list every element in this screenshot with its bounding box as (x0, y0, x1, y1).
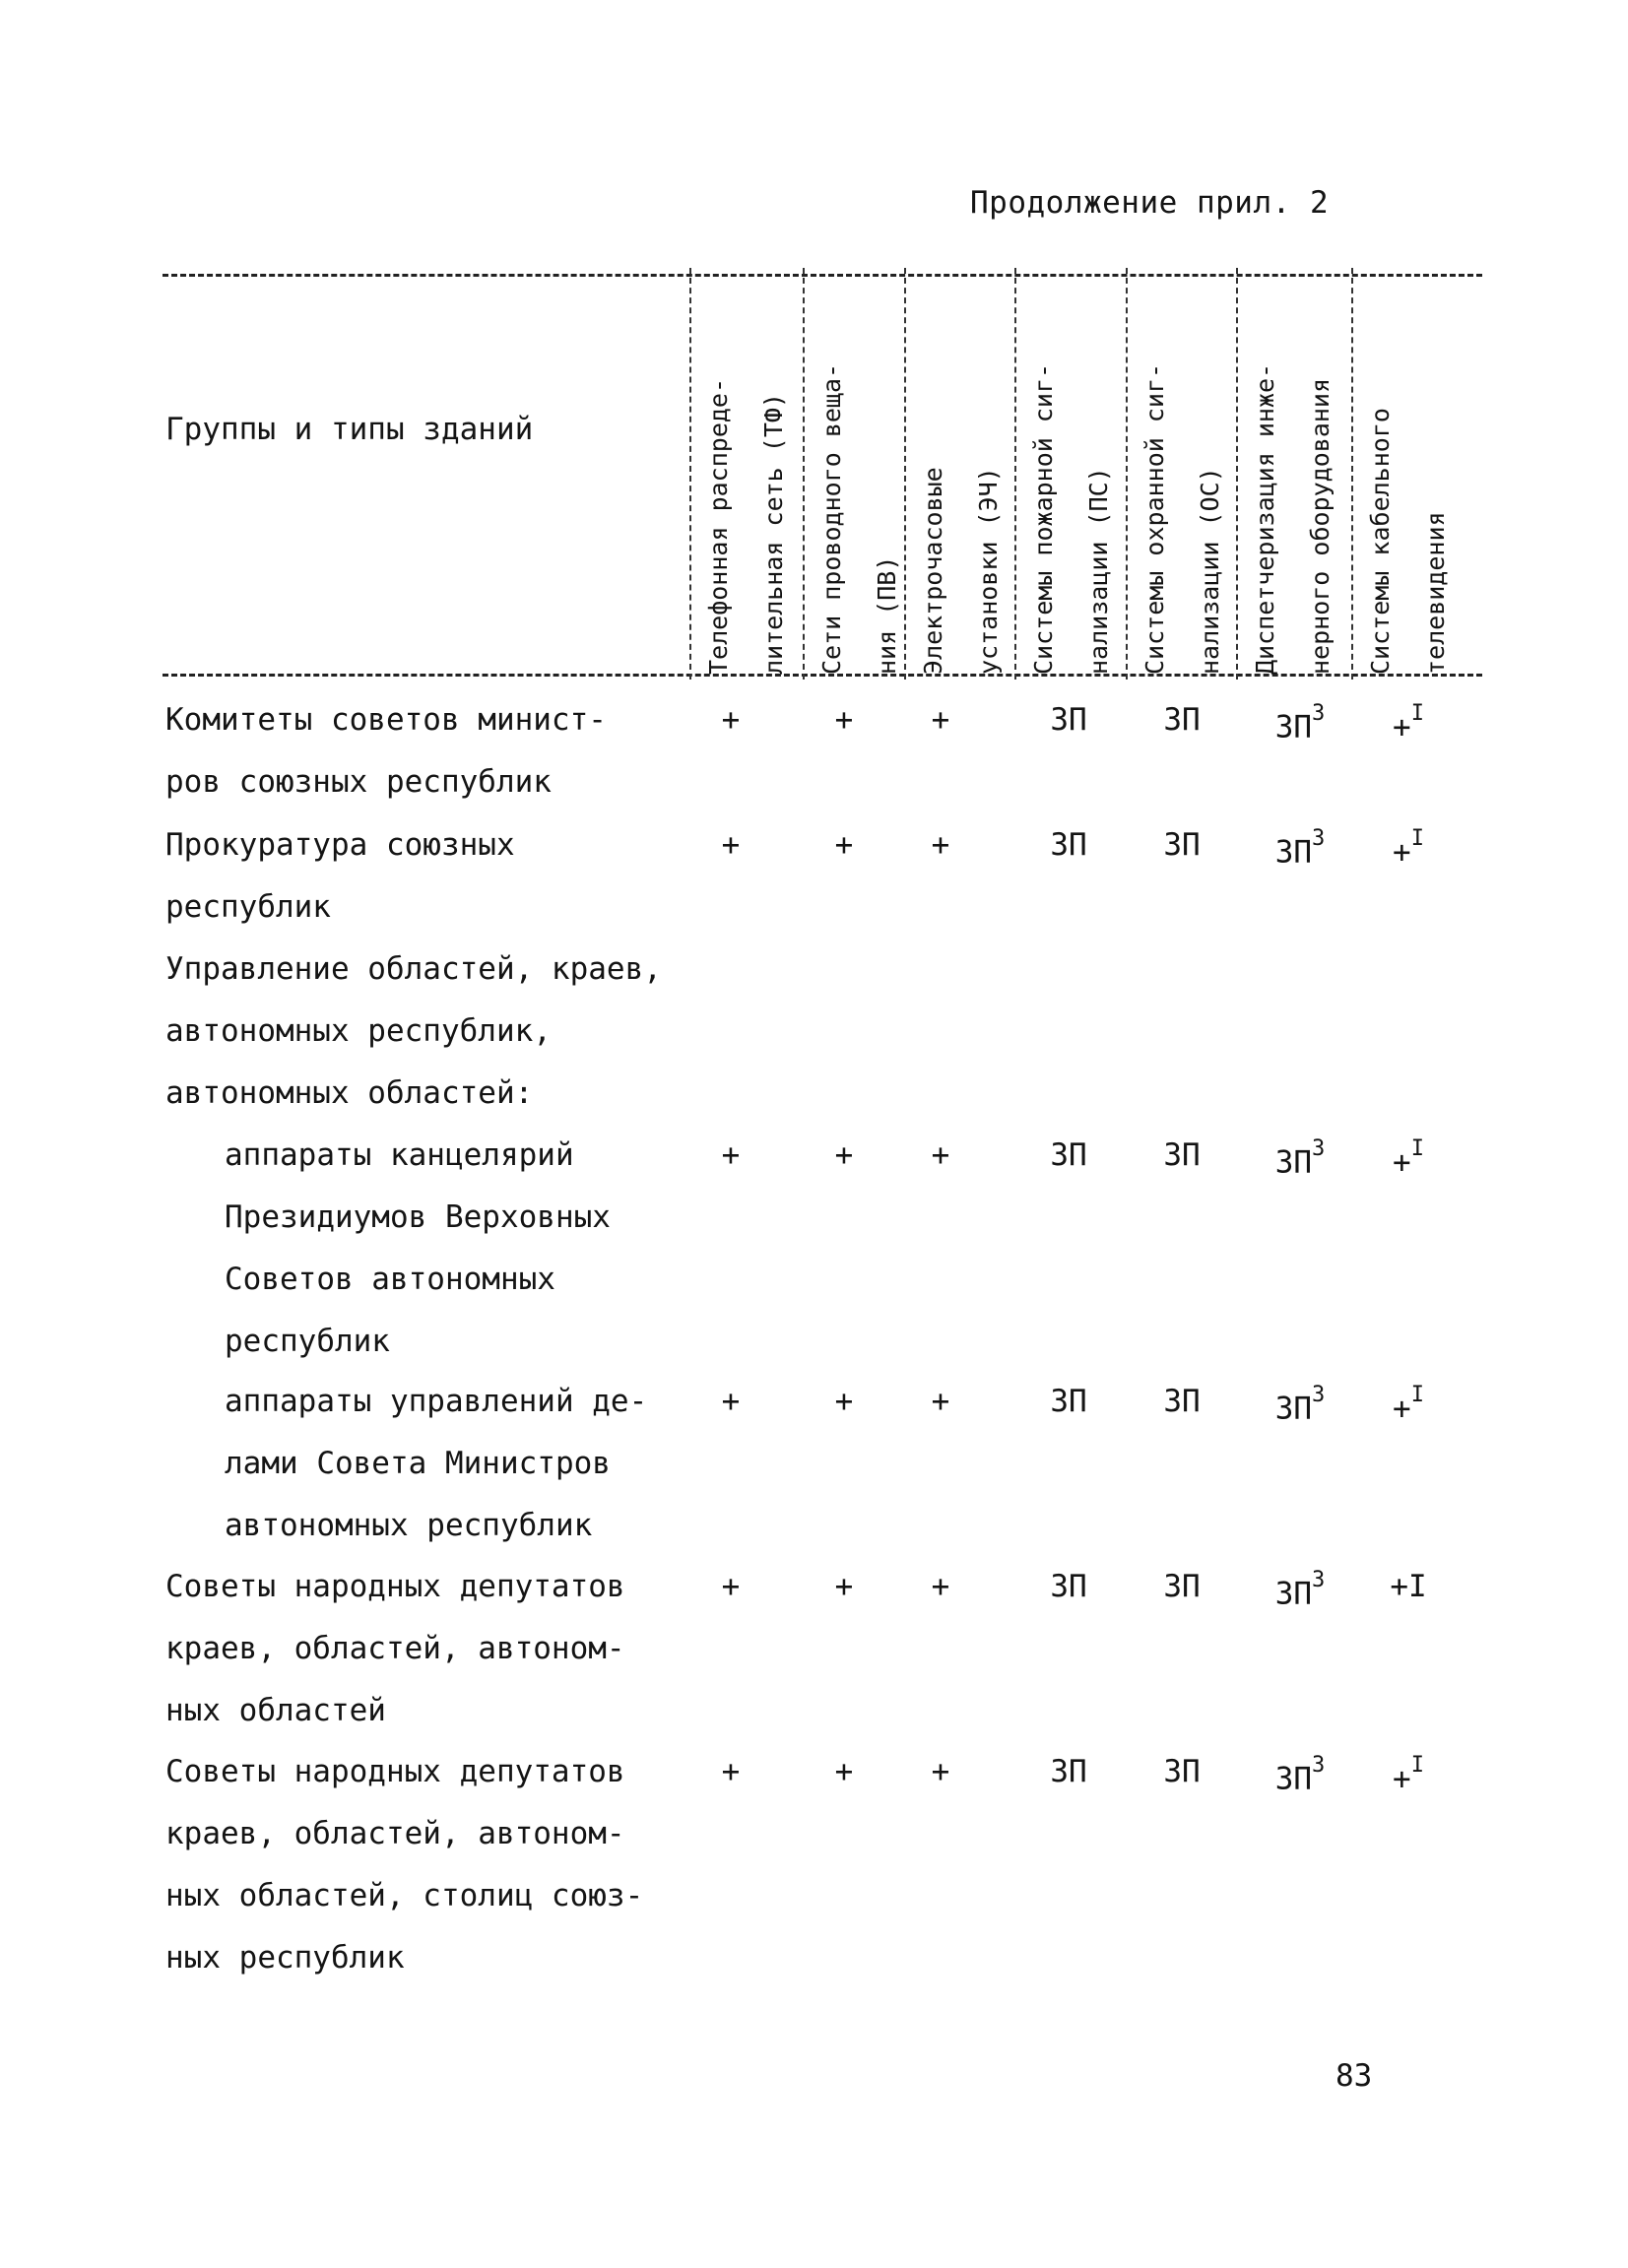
column-header (1353, 281, 1464, 675)
column-header-line: лительная сеть (ТФ) (759, 393, 788, 675)
column-header-line: установки (ЭЧ) (974, 467, 1003, 675)
table-cell (901, 1556, 980, 1617)
column-header-line: нализации (ПС) (1084, 467, 1113, 675)
cell-value: +I (1390, 1569, 1427, 1604)
column-header (1016, 281, 1127, 675)
cell-value: ЗП (1050, 1569, 1087, 1604)
column-header-line: нерного оборудования (1306, 377, 1335, 675)
table-cell (1029, 1371, 1108, 1432)
cell-footnote-mark: I (1410, 701, 1424, 726)
table-cell (1369, 814, 1448, 882)
cell-value: + (721, 827, 741, 863)
column-header (805, 281, 915, 675)
table-cell (1261, 1556, 1339, 1624)
table-cell (1029, 814, 1108, 875)
table-cell (1142, 689, 1221, 750)
table-cell (1142, 1556, 1221, 1617)
cell-value: + (721, 702, 741, 738)
row-label-line: краев, областей, автоном- (165, 1631, 625, 1666)
table-cell (1369, 1556, 1448, 1617)
cell-value: ЗП (1050, 1137, 1087, 1173)
table-cell (1142, 814, 1221, 875)
row-label-line: автономных республик, (165, 1013, 552, 1049)
cell-value: + (834, 827, 854, 863)
row-label-line: ных республик (165, 1940, 405, 1976)
row-label-line: Управление областей, краев, (165, 951, 662, 987)
cell-value: + (721, 1754, 741, 1789)
table-cell (901, 1371, 980, 1432)
cell-value: + (834, 1384, 854, 1419)
row-label-line: Комитеты советов минист- (165, 702, 607, 738)
cell-value: + (1393, 709, 1411, 745)
table-cell (805, 814, 883, 875)
cell-value: + (1393, 1391, 1411, 1427)
cell-value: + (721, 1384, 741, 1419)
table-cell (691, 1741, 770, 1802)
table-cell (1261, 1125, 1339, 1193)
table-cell (1029, 689, 1108, 750)
column-header-line: Телефонная распреде- (704, 377, 733, 675)
cell-value: ЗП (1274, 1761, 1313, 1797)
cell-footnote-mark: 3 (1312, 701, 1326, 726)
cell-value: ЗП (1274, 1144, 1313, 1181)
group-column-header: Группы и типы зданий (165, 412, 534, 447)
cell-footnote-mark: 3 (1312, 1568, 1326, 1592)
cell-value: + (1393, 834, 1411, 871)
row-label-line: ных областей, столиц союз- (165, 1878, 644, 1913)
table-cell (901, 1741, 980, 1802)
column-header-line: Сети проводного веща- (817, 362, 846, 675)
table-cell (1261, 689, 1339, 757)
column-header-line: Системы кабельного (1366, 408, 1395, 675)
cell-value: + (1393, 1144, 1411, 1181)
table-cell (901, 689, 980, 750)
row-label-line: Прокуратура союзных (165, 827, 515, 863)
cell-value: + (931, 827, 950, 863)
table-cell (691, 1125, 770, 1186)
table-cell (805, 1125, 883, 1186)
row-label-line: республик (225, 1324, 390, 1359)
row-label-line: Советов автономных (225, 1262, 555, 1297)
table-cell (901, 814, 980, 875)
continuation-label: Продолжение прил. 2 (970, 185, 1330, 221)
cell-value: ЗП (1274, 709, 1313, 745)
cell-value: ЗП (1050, 702, 1087, 738)
row-label-line: аппараты канцелярий (225, 1137, 574, 1173)
table-cell (805, 1371, 883, 1432)
cell-value: + (834, 1754, 854, 1789)
table-cell (1142, 1371, 1221, 1432)
cell-footnote-mark: 3 (1312, 1383, 1326, 1407)
row-label-line: республик (165, 889, 331, 925)
cell-value: + (834, 702, 854, 738)
column-header (906, 281, 1016, 675)
table-cell (1369, 1125, 1448, 1193)
cell-footnote-mark: I (1410, 1753, 1424, 1778)
cell-value: + (721, 1137, 741, 1173)
cell-footnote-mark: 3 (1312, 1136, 1326, 1161)
column-header-line: ния (ПВ) (873, 555, 901, 675)
cell-value: ЗП (1163, 1754, 1201, 1789)
column-header-line: Системы пожарной сиг- (1029, 362, 1058, 675)
row-label-line: аппараты управлений де- (225, 1384, 648, 1419)
column-header-line: Диспетчеризация инже- (1251, 362, 1279, 675)
cell-value: + (931, 1754, 950, 1789)
cell-value: + (721, 1569, 741, 1604)
table-top-rule (163, 274, 1482, 277)
cell-value: ЗП (1274, 1391, 1313, 1427)
column-header-line: Системы охранной сиг- (1140, 362, 1169, 675)
table-cell (691, 689, 770, 750)
cell-value: ЗП (1050, 827, 1087, 863)
table-cell (1261, 1741, 1339, 1809)
table-cell (805, 689, 883, 750)
column-header (1128, 281, 1238, 675)
row-label-line: Советы народных депутатов (165, 1754, 625, 1789)
cell-footnote-mark: 3 (1312, 1753, 1326, 1778)
cell-value: ЗП (1050, 1384, 1087, 1419)
table-cell (1261, 1371, 1339, 1439)
table-cell (1029, 1125, 1108, 1186)
cell-value: + (1393, 1761, 1411, 1797)
row-label-line: Советы народных депутатов (165, 1569, 625, 1604)
cell-footnote-mark: I (1410, 1383, 1424, 1407)
cell-value: ЗП (1163, 702, 1201, 738)
table-cell (1142, 1125, 1221, 1186)
cell-value: + (931, 1569, 950, 1604)
cell-value: + (931, 1384, 950, 1419)
table-cell (1261, 814, 1339, 882)
cell-value: ЗП (1163, 1137, 1201, 1173)
row-label-line: ных областей (165, 1693, 386, 1728)
column-header-line: телевидения (1421, 511, 1450, 675)
table-cell (1369, 1741, 1448, 1809)
cell-value: ЗП (1274, 834, 1313, 871)
cell-value: ЗП (1163, 1384, 1201, 1419)
table-cell (1029, 1741, 1108, 1802)
table-cell (805, 1741, 883, 1802)
row-label-line: автономных республик (225, 1508, 593, 1543)
row-label-line: автономных областей: (165, 1075, 534, 1111)
cell-value: + (931, 702, 950, 738)
cell-value: + (834, 1137, 854, 1173)
cell-value: + (931, 1137, 950, 1173)
cell-footnote-mark: 3 (1312, 826, 1326, 851)
table-cell (691, 1371, 770, 1432)
row-label-line: лами Совета Министров (225, 1446, 611, 1481)
table-cell (1142, 1741, 1221, 1802)
page-number: 83 (1335, 2058, 1373, 2094)
row-label-line: краев, областей, автоном- (165, 1816, 625, 1851)
table-cell (691, 814, 770, 875)
cell-footnote-mark: I (1410, 1136, 1424, 1161)
row-label-line: ров союзных республик (165, 764, 552, 800)
table-cell (805, 1556, 883, 1617)
row-label-line: Президиумов Верховных (225, 1199, 611, 1235)
cell-value: ЗП (1274, 1576, 1313, 1612)
column-header-line: Электрочасовые (919, 467, 947, 675)
table-cell (1369, 1371, 1448, 1439)
table-cell (691, 1556, 770, 1617)
column-header-line: нализации (ОС) (1196, 467, 1224, 675)
cell-value: + (834, 1569, 854, 1604)
column-header (691, 281, 802, 675)
table-cell (1029, 1556, 1108, 1617)
cell-value: ЗП (1163, 1569, 1201, 1604)
table-cell (1369, 689, 1448, 757)
table-cell (901, 1125, 980, 1186)
cell-footnote-mark: I (1410, 826, 1424, 851)
column-header (1238, 281, 1348, 675)
cell-value: ЗП (1050, 1754, 1087, 1789)
cell-value: ЗП (1163, 827, 1201, 863)
